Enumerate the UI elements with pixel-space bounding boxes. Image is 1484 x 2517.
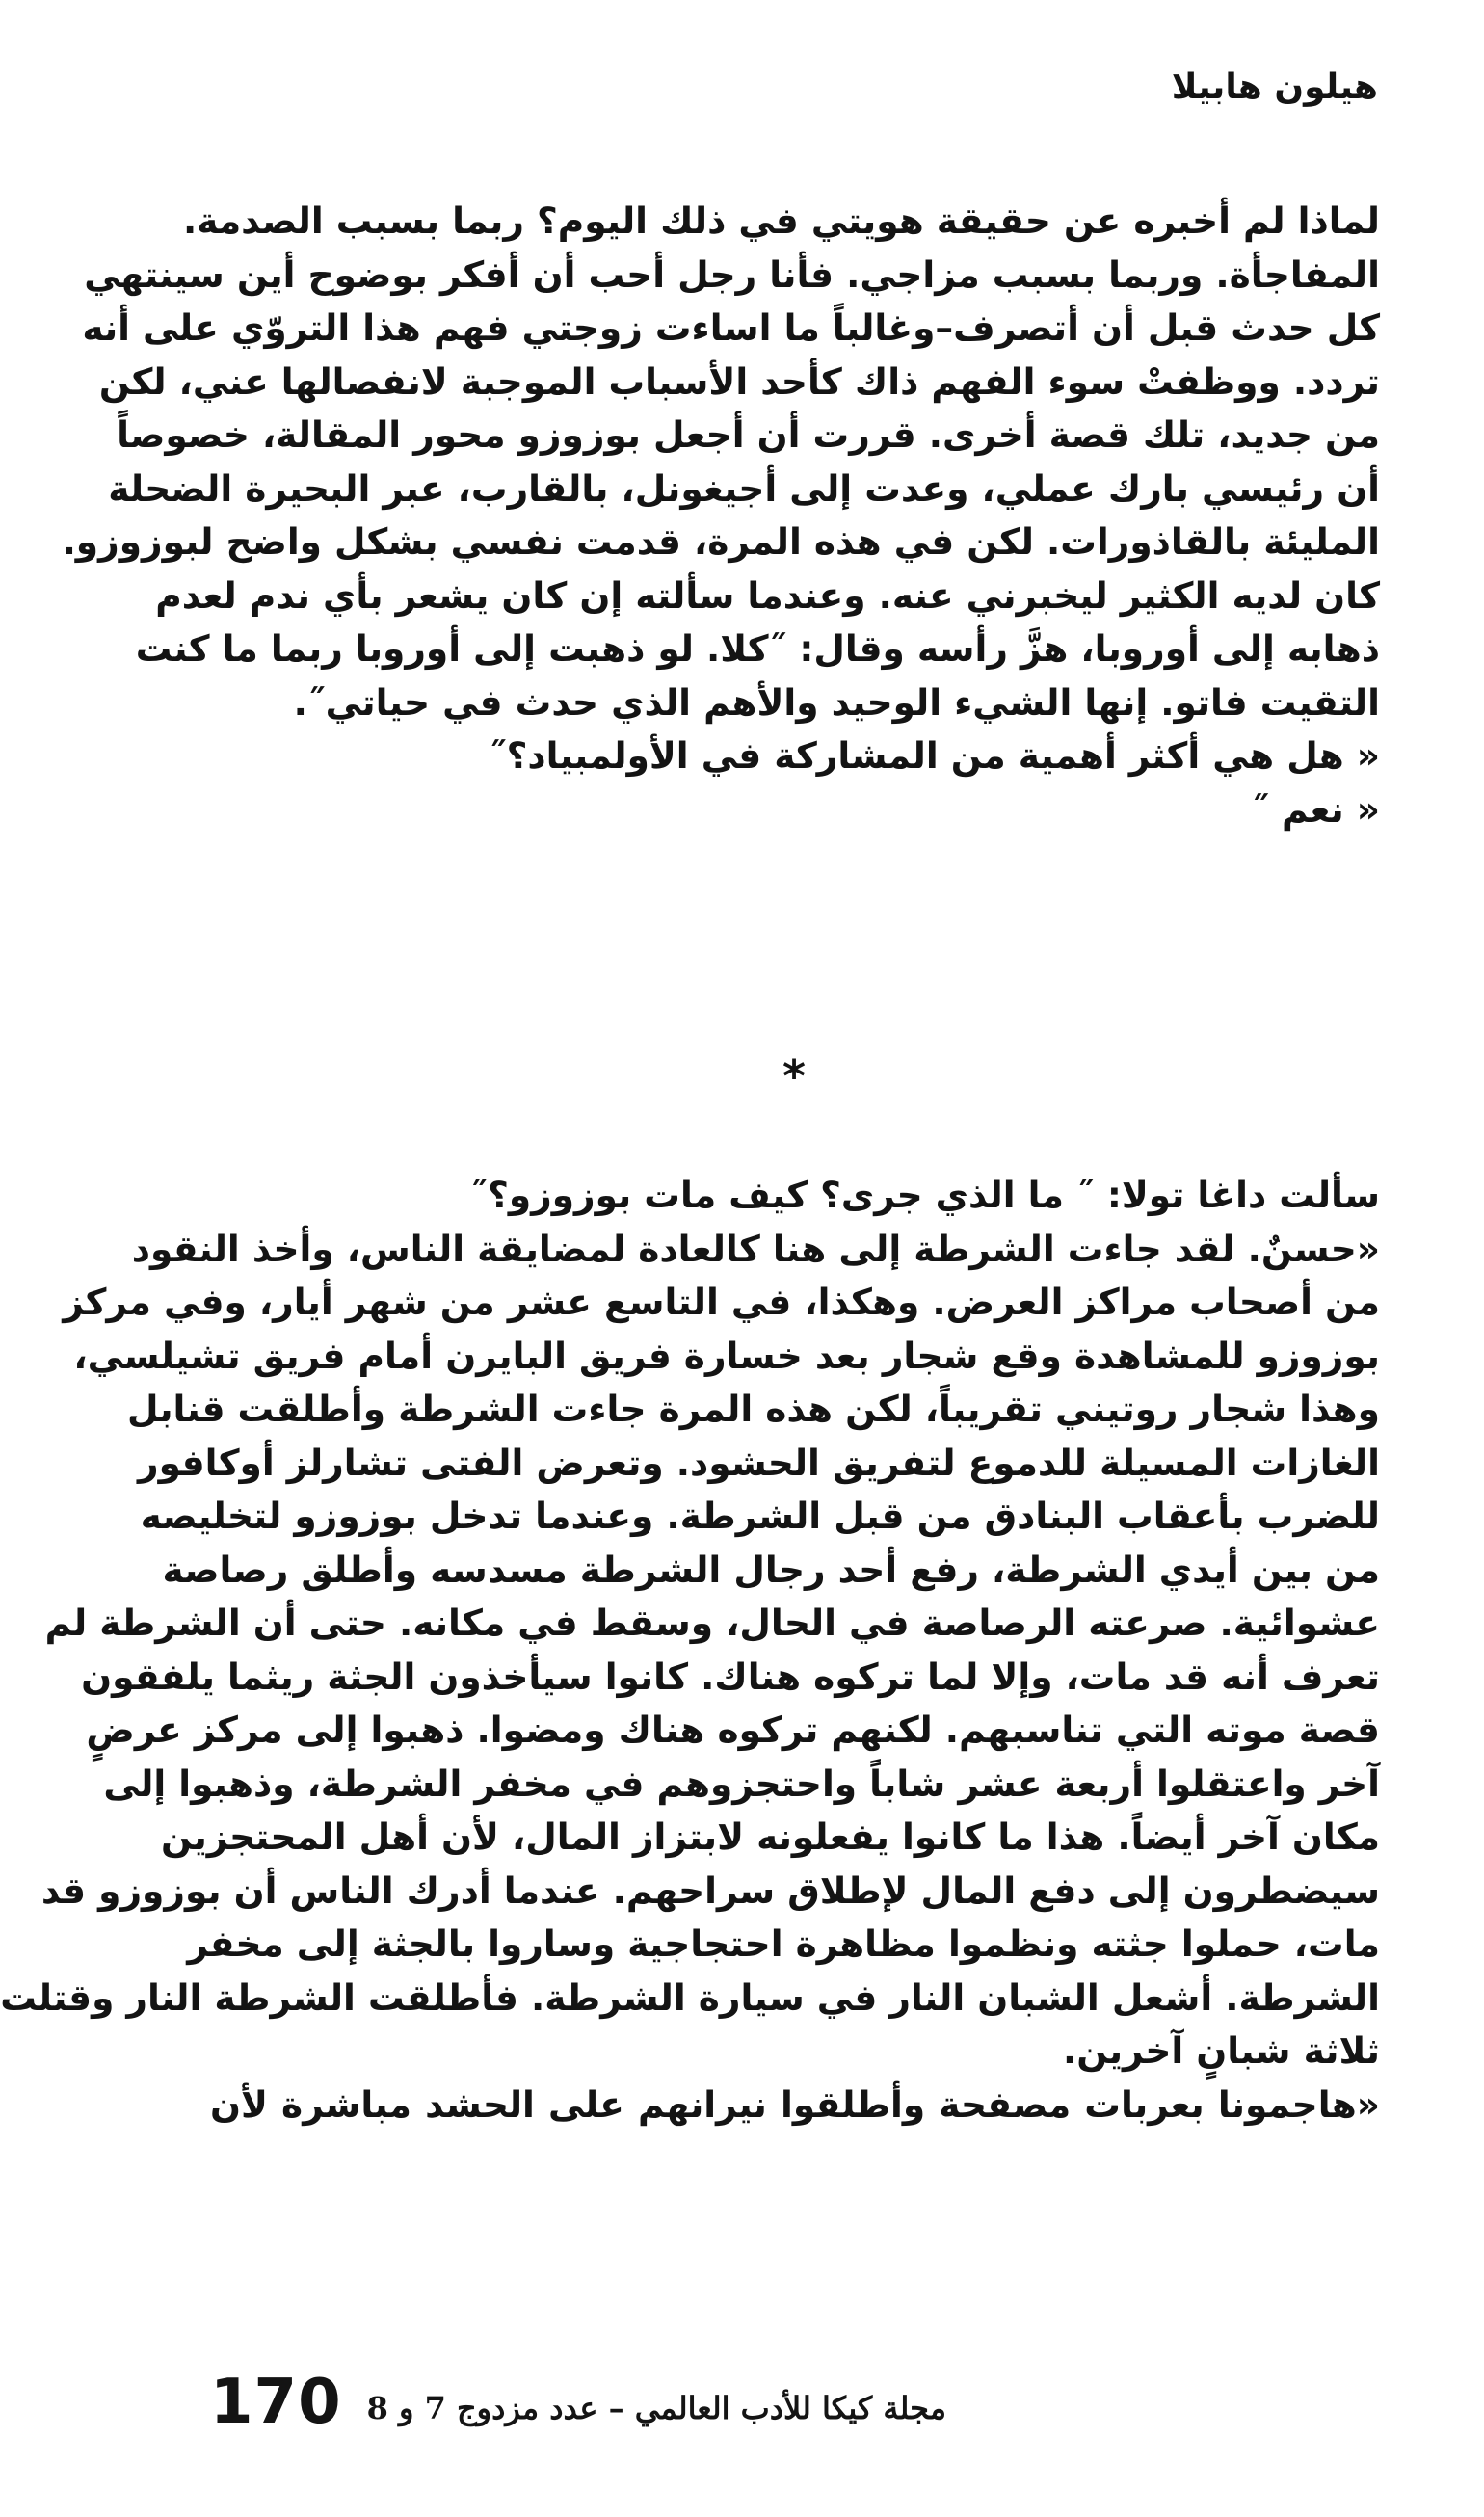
paragraph-line: من جديد، تلك قصة أخرى. قررت أن أجعل بوزوزو محور المقالة، خصوصاً <box>117 413 1380 456</box>
paragraph-line: المليئة بالقاذورات. لكن في هذه المرة، قدمت نفسي بشكل واضح لبوزوزو. <box>62 520 1380 563</box>
paragraph-line: آخر واعتقلوا أربعة عشر شاباً واحتجزوهم في مخفر الشرطة، وذهبوا إلى <box>103 1762 1380 1805</box>
paragraph-line: المفاجأة. وربما بسبب مزاجي. فأنا رجل أحب أن أفكر بوضوح أين سينتهي <box>84 252 1380 296</box>
paragraph-line: أن رئيسي بارك عملي، وعدت إلى أجيغونل، بالقارب، عبر البحيرة الضحلة <box>108 466 1380 510</box>
paragraph-line: الغازات المسيلة للدموع لتفريق الحشود. وتعرض الفتى تشارلز أوكافور <box>138 1441 1380 1484</box>
paragraph-line: ثلاثة شبانٍ آخرين. <box>1062 2029 1380 2072</box>
paragraph-line: تردد. ووظفتْ سوء الفهم ذاك كأحد الأسباب الموجبة لانفصالها عني، لكن <box>98 359 1380 403</box>
dialogue-answer: « نعم ˝ <box>1251 787 1380 831</box>
section-two <box>0 1169 1380 2132</box>
page-number: 170 <box>210 2367 342 2438</box>
paragraph-line: عشوائية. صرعته الرصاصة في الحال، وسقط في مكانه. حتى أن الشرطة لم <box>44 1602 1380 1644</box>
dialogue-intro: سألت داغا تولا: ˝ ما الذي جرى؟ كيف مات بوزوزو؟˝ <box>469 1174 1380 1216</box>
paragraph-line: من بين أيدي الشرطة، رفع أحد رجال الشرطة مسدسه وأطلق رصاصة <box>162 1548 1380 1591</box>
journal-title: مجلة كيكا للأدب العالمي – عدد مزدوج 7 و 8 <box>366 2390 946 2426</box>
paragraph-line: سيضطرون إلى دفع المال لإطلاق سراحهم. عندما أدرك الناس أن بوزوزو قد <box>40 1868 1380 1912</box>
paragraph-line: كل حدث قبل أن أتصرف–وغالباً ما اساءت زوجتي فهم هذا التروّي على أنه <box>82 306 1380 349</box>
page-footer <box>210 2366 946 2438</box>
paragraph-line: ذهابه إلى أوروبا، هزَّ رأسه وقال: ˝كلا. لو ذهبت إلى أوروبا ربما ما كنت <box>135 627 1380 670</box>
paragraph-line: قصة موته التي تناسبهم. لكنهم تركوه هناك ومضوا. ذهبوا إلى مركز عرضٍ <box>86 1709 1380 1751</box>
paragraph-line: تعرف أنه قد مات، وإلا لما تركوه هناك. كانوا سيأخذون الجثة ريثما يلفقون <box>81 1655 1380 1698</box>
paragraph-line: «حسنٌ. لقد جاءت الشرطة إلى هنا كالعادة لمضايقة الناس، وأخذ النقود <box>131 1227 1380 1270</box>
dialogue-question: « هل هي أكثر أهمية من المشاركة في الأولمبياد؟˝ <box>488 734 1380 777</box>
paragraph-line: للضرب بأعقاب البنادق من قبل الشرطة. وعندما تدخل بوزوزو لتخليصه <box>140 1495 1380 1537</box>
paragraph-line: كان لديه الكثير ليخبرني عنه. وعندما سألته إن كان يشعر بأي ندم لعدم <box>155 573 1380 617</box>
section-one <box>62 195 1380 836</box>
running-header-author: هيلون هابيلا <box>1171 67 1378 107</box>
paragraph-line: بوزوزو للمشاهدة وقع شجار بعد خسارة فريق البايرن أمام فريق تشيلسي، <box>73 1334 1380 1377</box>
paragraph-line: مات، حملوا جثته ونظموا مظاهرة احتجاجية وساروا بالجثة إلى مخفر <box>187 1922 1380 1965</box>
paragraph-line: الشرطة. أشعل الشبان النار في سيارة الشرطة. فأطلقت الشرطة النار وقتلت <box>0 1975 1380 2019</box>
paragraph-line: من أصحاب مراكز العرض. وهكذا، في التاسع عشر من شهر أيار، وفي مركز <box>63 1281 1380 1323</box>
paragraph-line: لماذا لم أخبره عن حقيقة هويتي في ذلك اليوم؟ ربما بسبب الصدمة. <box>182 199 1380 242</box>
paragraph-line: وهذا شجار روتيني تقريباً، لكن هذه المرة جاءت الشرطة وأطلقت قنابل <box>127 1388 1380 1430</box>
paragraph-line-last: «هاجمونا بعربات مصفحة وأطلقوا نيرانهم على الحشد مباشرة لأن <box>210 2082 1380 2126</box>
paragraph-line: مكان آخر أيضاً. هذا ما كانوا يفعلونه لابتزاز المال، لأن أهل المحتجزين <box>160 1815 1380 1858</box>
paragraph-line: التقيت فاتو. إنها الشيء الوحيد والأهم الذي حدث في حياتي˝. <box>293 680 1380 724</box>
section-separator: * <box>782 1050 807 1102</box>
